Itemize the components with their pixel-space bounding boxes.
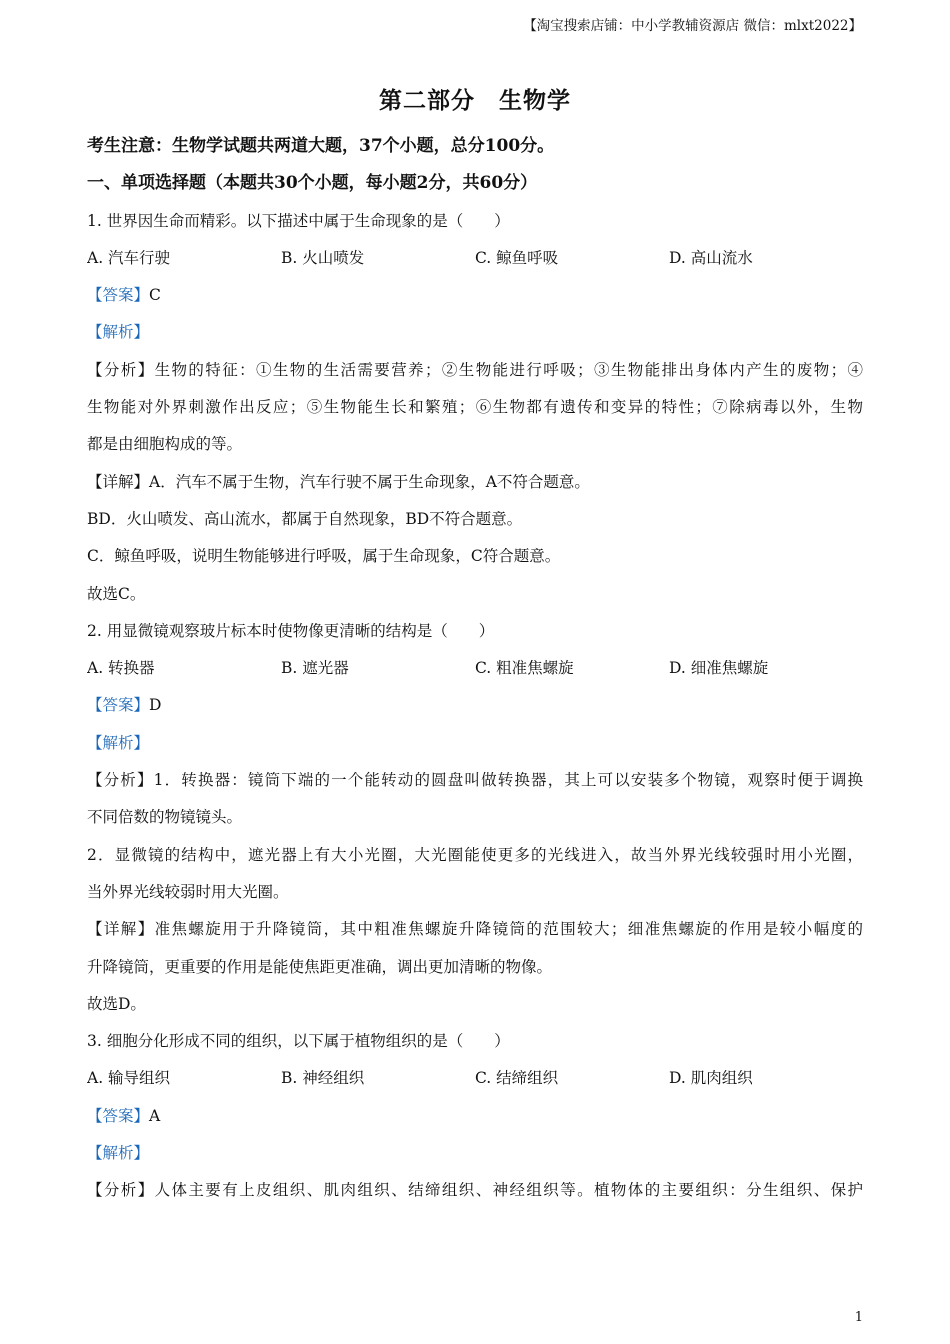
question-1-analysis-line: 【分析】生物的特征：①生物的生活需要营养；②生物能进行呼吸；③生物能排出身体内产生的废物；④ (87, 360, 863, 379)
answer-tag: 【答案】 (87, 696, 150, 715)
question-1-detail-line: 【详解】A．汽车不属于生物，汽车行驶不属于生命现象，A不符合题意。 (87, 472, 590, 491)
question-2-answer (87, 687, 863, 724)
question-3-stem: 3. 细胞分化形成不同的组织，以下属于植物组织的是（ ） (87, 1032, 510, 1051)
answer-tag: 【答案】 (87, 286, 150, 305)
question-2-analysis-line: 当外界光线较弱时用大光圈。 (87, 882, 289, 901)
question-1-conclusion: 故选C。 (87, 584, 146, 603)
page-number: 1 (854, 1310, 863, 1325)
question-3-jiexi-tag: 【解析】 (87, 1144, 150, 1163)
option-c: C. 粗准焦螺旋 (475, 659, 574, 678)
question-2-analysis-line: 【分析】1．转换器：镜筒下端的一个能转动的圆盘叫做转换器，其上可以安装多个物镜，观察时便于调换 (87, 771, 863, 790)
document-content (87, 128, 863, 1210)
option-c: C. 鲸鱼呼吸 (475, 248, 559, 267)
option-d: D. 高山流水 (669, 248, 753, 267)
question-1-analysis-line: 生物能对外界刺激作出反应；⑤生物能生长和繁殖；⑥生物都有遗传和变异的特性；⑦除病毒以外，生物 (87, 398, 863, 417)
exam-notice: 考生注意：生物学试题共两道大题，37个小题，总分100分。 (87, 136, 555, 156)
answer-value: D (149, 696, 162, 715)
option-c: C. 结缔组织 (475, 1069, 559, 1088)
answer-value: A (149, 1106, 161, 1125)
question-3-options (87, 1060, 863, 1097)
option-d: D. 细准焦螺旋 (669, 659, 769, 678)
question-2-options (87, 650, 863, 687)
option-b: B. 神经组织 (281, 1069, 365, 1088)
option-b: B. 火山喷发 (281, 248, 365, 267)
question-1-options (87, 240, 863, 277)
question-1-jiexi-tag: 【解析】 (87, 323, 150, 342)
question-1-detail-line: BD．火山喷发、高山流水，都属于自然现象，BD不符合题意。 (87, 509, 523, 528)
question-1-analysis-line: 都是由细胞构成的等。 (87, 435, 243, 454)
question-1-answer (87, 277, 863, 314)
question-3-analysis-line: 【分析】人体主要有上皮组织、肌肉组织、结缔组织、神经组织等。植物体的主要组织：分生组织、保护 (87, 1181, 863, 1200)
question-1-stem: 1. 世界因生命而精彩。以下描述中属于生命现象的是（ ） (87, 211, 510, 230)
question-2-detail-line: 升降镜筒，更重要的作用是能使焦距更准确，调出更加清晰的物像。 (87, 957, 553, 976)
document-title: 第二部分 生物学 (379, 87, 571, 114)
option-b: B. 遮光器 (281, 659, 349, 678)
question-2-analysis-line: 不同倍数的物镜镜头。 (87, 808, 243, 827)
question-2-conclusion: 故选D。 (87, 994, 146, 1013)
question-1-detail-line: C．鲸鱼呼吸，说明生物能够进行呼吸，属于生命现象，C符合题意。 (87, 547, 561, 566)
answer-tag: 【答案】 (87, 1106, 150, 1125)
question-2-analysis-line: 2．显微镜的结构中，遮光器上有大小光圈，大光圈能使更多的光线进入，故当外界光线较强时用小光圈， (87, 845, 863, 864)
option-a: A. 汽车行驶 (87, 248, 171, 267)
option-a: A. 转换器 (87, 659, 155, 678)
option-d: D. 肌肉组织 (669, 1069, 753, 1088)
question-2-jiexi-tag: 【解析】 (87, 733, 150, 752)
section-heading: 一、单项选择题（本题共30个小题，每小题2分，共60分） (87, 173, 538, 194)
question-3-answer (87, 1098, 863, 1135)
header-note: 【淘宝搜索店铺：中小学教辅资源店 微信：mlxt2022】 (523, 18, 862, 34)
answer-value: C (149, 286, 161, 305)
option-a: A. 输导组织 (87, 1069, 171, 1088)
question-2-detail-line: 【详解】准焦螺旋用于升降镜筒，其中粗准焦螺旋升降镜筒的范围较大；细准焦螺旋的作用是较小幅度的 (87, 920, 863, 939)
question-2-stem: 2. 用显微镜观察玻片标本时使物像更清晰的结构是（ ） (87, 621, 495, 640)
